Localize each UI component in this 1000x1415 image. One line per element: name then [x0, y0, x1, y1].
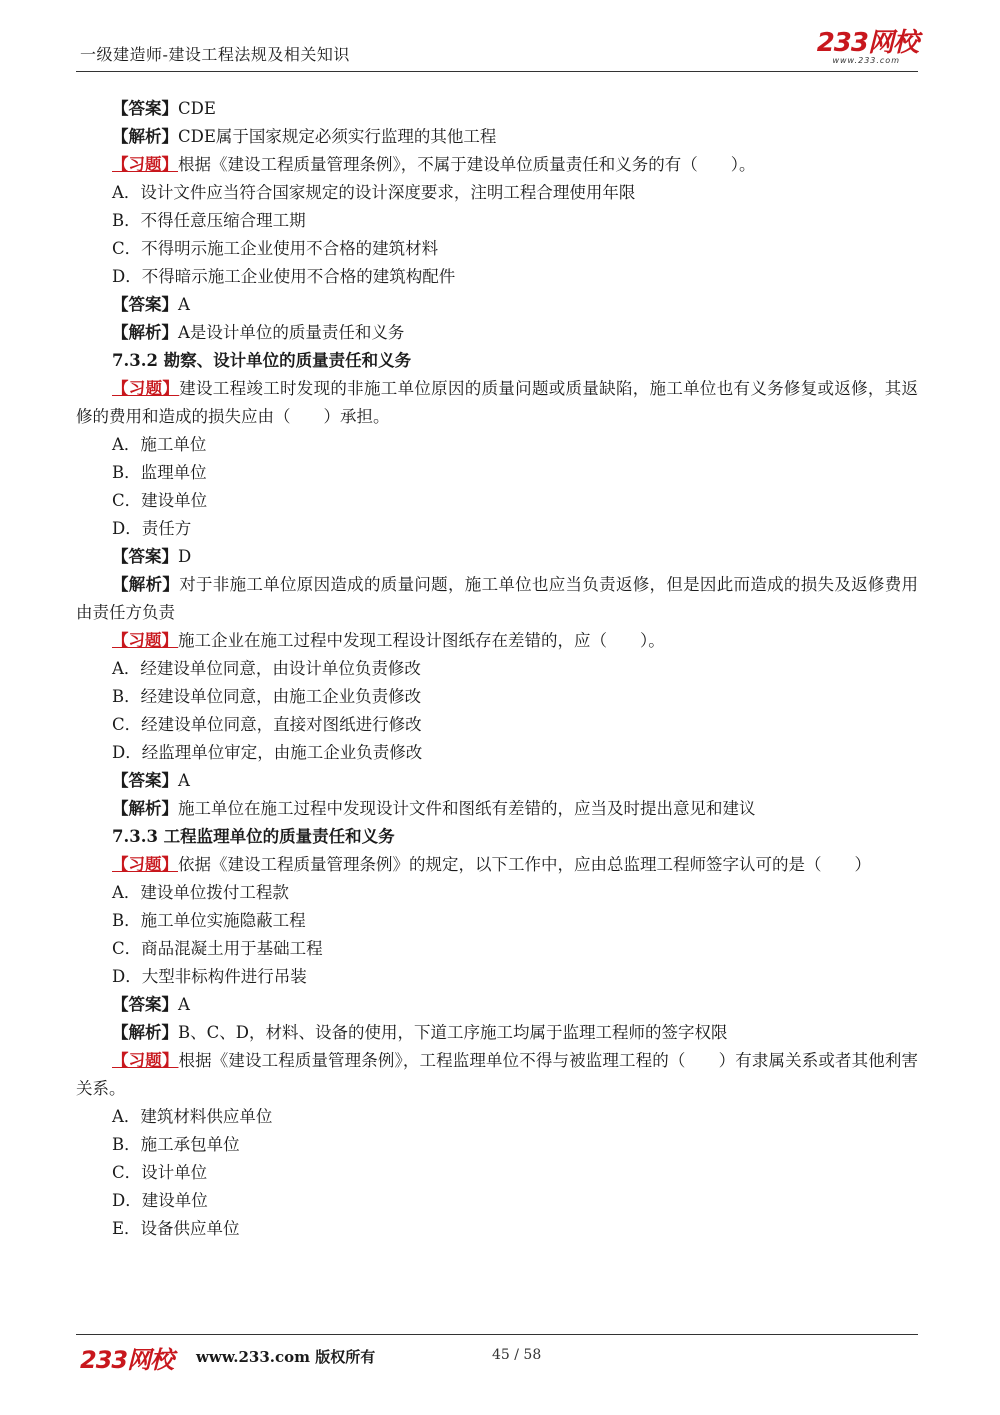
answer-tag: 【答案】 — [112, 995, 178, 1014]
option-item: A．施工单位 — [112, 435, 207, 454]
document-title: 一级建造师-建设工程法规及相关知识 — [80, 45, 350, 64]
option-item: D．责任方 — [112, 519, 192, 538]
answer-tag: 【答案】 — [112, 547, 178, 566]
analysis-line — [76, 319, 918, 347]
analysis-tag: 【解析】 — [112, 127, 178, 146]
section-heading: 7.3.2 勘察、设计单位的质量责任和义务 — [112, 351, 412, 370]
option-item: B．经建设单位同意，由施工企业负责修改 — [112, 687, 422, 706]
logo-url: www.233.com — [832, 56, 900, 65]
section-heading: 7.3.3 工程监理单位的质量责任和义务 — [112, 827, 395, 846]
answer-value: A — [178, 995, 190, 1014]
answer-tag: 【答案】 — [112, 771, 178, 790]
option-item: C．不得明示施工企业使用不合格的建筑材料 — [112, 239, 439, 258]
option-item: D．经监理单位审定，由施工企业负责修改 — [112, 743, 423, 762]
page-number: 45 / 58 — [492, 1347, 542, 1363]
answer-line — [76, 767, 918, 795]
option-item: A．建筑材料供应单位 — [112, 1107, 273, 1126]
answer-value: A — [178, 295, 190, 314]
answer-line — [76, 543, 918, 571]
question-text: 根据《建设工程质量管理条例》，工程监理单位不得与被监理工程的（ ）有隶属关系或者其他利害关系。 — [76, 1051, 919, 1098]
analysis-line — [76, 795, 918, 823]
option-item: B．不得任意压缩合理工期 — [112, 211, 306, 230]
exercise-tag: 【习题】 — [112, 155, 178, 174]
brand-logo[interactable] — [817, 30, 918, 65]
analysis-text: 对于非施工单位原因造成的质量问题，施工单位也应当负责返修，但是因此而造成的损失及返修费用由责任方负责 — [76, 575, 919, 622]
question-text: 施工企业在施工过程中发现工程设计图纸存在差错的，应（ ）。 — [178, 631, 665, 650]
analysis-tag: 【解析】 — [112, 799, 178, 818]
option-item: D．不得暗示施工企业使用不合格的建筑构配件 — [112, 267, 456, 286]
option-item: A．设计文件应当符合国家规定的设计深度要求，注明工程合理使用年限 — [112, 183, 636, 202]
option-item: B．施工单位实施隐蔽工程 — [112, 911, 306, 930]
analysis-tag: 【解析】 — [112, 1023, 178, 1042]
option-item: C．商品混凝土用于基础工程 — [112, 939, 323, 958]
answer-value: D — [178, 547, 192, 566]
analysis-text: A是设计单位的质量责任和义务 — [178, 323, 405, 342]
option-item: B．施工承包单位 — [112, 1135, 240, 1154]
question-text: 根据《建设工程质量管理条例》，不属于建设单位质量责任和义务的有（ ）。 — [178, 155, 756, 174]
option-item: E．设备供应单位 — [112, 1219, 240, 1238]
answer-line — [76, 95, 918, 123]
copyright-text: www.233.com 版权所有 — [196, 1348, 376, 1366]
exercise-tag: 【习题】 — [112, 855, 178, 874]
answer-value: CDE — [178, 99, 216, 118]
exercise-line — [76, 627, 918, 655]
analysis-text: CDE属于国家规定必须实行监理的其他工程 — [178, 127, 497, 146]
exercise-tag: 【习题】 — [112, 1051, 179, 1070]
option-item: A．经建设单位同意，由设计单位负责修改 — [112, 659, 421, 678]
option-item: C．设计单位 — [112, 1163, 208, 1182]
logo-text: 233网校 — [816, 28, 918, 58]
answer-line — [76, 291, 918, 319]
answer-value: A — [178, 771, 190, 790]
option-item: B．监理单位 — [112, 463, 207, 482]
page-header — [76, 28, 918, 72]
answer-line — [76, 991, 918, 1019]
option-item: D．大型非标构件进行吊装 — [112, 967, 307, 986]
question-text: 依据《建设工程质量管理条例》的规定，以下工作中，应由总监理工程师签字认可的是（ ） — [178, 855, 871, 874]
exercise-line — [76, 851, 918, 879]
exercise-tag: 【习题】 — [112, 631, 178, 650]
analysis-tag: 【解析】 — [112, 323, 178, 342]
analysis-line — [76, 123, 918, 151]
footer-logo[interactable]: 233网校 — [80, 1346, 174, 1374]
analysis-line — [76, 1019, 918, 1047]
analysis-tag: 【解析】 — [112, 575, 180, 594]
document-body — [76, 95, 918, 1243]
option-item: C．建设单位 — [112, 491, 208, 510]
footer-divider — [76, 1334, 918, 1335]
header-divider — [76, 71, 918, 72]
page-footer — [76, 1340, 918, 1374]
answer-tag: 【答案】 — [112, 295, 178, 314]
exercise-line — [76, 151, 918, 179]
option-item: C．经建设单位同意，直接对图纸进行修改 — [112, 715, 422, 734]
option-item: D．建设单位 — [112, 1191, 208, 1210]
analysis-text: 施工单位在施工过程中发现设计文件和图纸有差错的，应当及时提出意见和建议 — [178, 799, 756, 818]
analysis-line — [76, 571, 918, 627]
question-text: 建设工程竣工时发现的非施工单位原因的质量问题或质量缺陷，施工单位也有义务修复或返修，其返修的费用和造成的损失应由（ ）承担。 — [76, 379, 919, 426]
exercise-line — [76, 375, 918, 431]
analysis-text: B、C、D，材料、设备的使用，下道工序施工均属于监理工程师的签字权限 — [178, 1023, 728, 1042]
exercise-line — [76, 1047, 918, 1103]
answer-tag: 【答案】 — [112, 99, 178, 118]
exercise-tag: 【习题】 — [112, 379, 180, 398]
option-item: A．建设单位拨付工程款 — [112, 883, 289, 902]
